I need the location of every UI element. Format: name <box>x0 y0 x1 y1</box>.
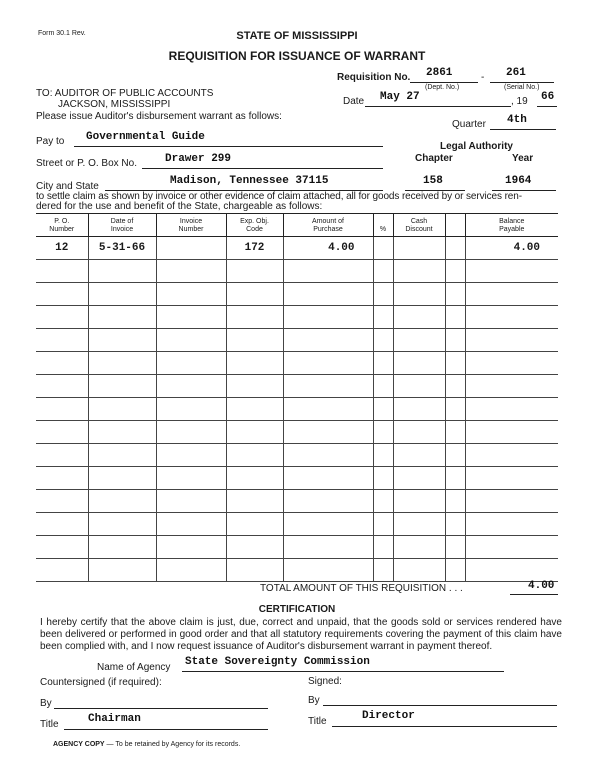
table-cell <box>445 329 465 352</box>
table-row <box>36 306 558 329</box>
column-header: Date of Invoice <box>88 214 156 237</box>
table-cell <box>373 398 393 421</box>
table-cell <box>465 375 558 398</box>
table-cell <box>465 398 558 421</box>
table-cell <box>465 490 558 513</box>
table-cell <box>36 559 88 582</box>
table-cell <box>36 260 88 283</box>
table-cell <box>445 260 465 283</box>
table-cell <box>226 467 283 490</box>
table-cell <box>88 490 156 513</box>
table-cell <box>88 329 156 352</box>
table-cell <box>373 329 393 352</box>
footer-note <box>53 741 240 748</box>
table-cell <box>445 490 465 513</box>
table-cell <box>283 352 373 375</box>
table-cell <box>393 444 445 467</box>
table-cell <box>465 260 558 283</box>
dept-no-line <box>410 82 478 83</box>
table-cell <box>88 283 156 306</box>
table-body <box>36 237 558 582</box>
requisition-dept-no: 2861 <box>426 67 453 79</box>
title-label-left: Title <box>40 719 59 730</box>
table-cell <box>88 513 156 536</box>
table-cell <box>226 352 283 375</box>
serial-no-line <box>490 82 554 83</box>
table-cell <box>36 329 88 352</box>
table-cell <box>283 329 373 352</box>
table-cell <box>373 536 393 559</box>
countersigned-label: Countersigned (if required): <box>40 677 162 688</box>
requisition-dash: - <box>481 72 485 83</box>
certification-heading: CERTIFICATION <box>258 604 336 615</box>
year-label: Year <box>512 153 534 164</box>
table-row <box>36 421 558 444</box>
city-value: Madison, Tennessee 37115 <box>170 175 329 187</box>
table-cell <box>393 559 445 582</box>
table-cell <box>156 260 226 283</box>
table-cell <box>283 306 373 329</box>
title-label-right: Title <box>308 716 327 727</box>
date-year-prefix: , 19 <box>511 96 528 107</box>
table-cell <box>445 283 465 306</box>
claim-table <box>36 213 558 582</box>
table-cell <box>393 237 445 260</box>
table-cell <box>445 421 465 444</box>
table-cell <box>465 306 558 329</box>
table-cell <box>36 306 88 329</box>
agency-label: Name of Agency <box>97 662 171 673</box>
legal-authority-heading: Legal Authority <box>440 141 513 152</box>
table-cell <box>36 398 88 421</box>
table-cell: 4.00 <box>283 237 373 260</box>
column-header: Balance Payable <box>465 214 558 237</box>
table-cell <box>156 375 226 398</box>
table-cell <box>465 352 558 375</box>
claim-text-2: dered for the use and benefit of the State, chargeable as follows: <box>36 201 323 212</box>
table-cell <box>373 375 393 398</box>
table-cell <box>156 467 226 490</box>
pay-to-value: Governmental Guide <box>86 131 205 143</box>
page-title: REQUISITION FOR ISSUANCE OF WARRANT <box>168 49 426 63</box>
table-cell <box>226 306 283 329</box>
table-cell <box>373 559 393 582</box>
table-cell <box>88 536 156 559</box>
table-cell <box>393 260 445 283</box>
table-cell <box>156 237 226 260</box>
table-cell <box>226 375 283 398</box>
table-cell <box>226 490 283 513</box>
table-cell <box>283 444 373 467</box>
table-row <box>36 237 558 260</box>
addressee-line2: JACKSON, MISSISSIPPI <box>58 99 171 110</box>
table-cell <box>226 283 283 306</box>
column-header: Exp. Obj. Code <box>226 214 283 237</box>
by-line-left <box>54 708 268 709</box>
table-cell <box>36 444 88 467</box>
serial-no-caption: (Serial No.) <box>504 84 540 91</box>
table-cell <box>156 283 226 306</box>
table-cell <box>226 559 283 582</box>
date-line <box>365 106 511 107</box>
table-cell <box>156 513 226 536</box>
table-cell <box>373 467 393 490</box>
by-line-right <box>323 705 557 706</box>
table-cell <box>393 490 445 513</box>
table-cell <box>465 513 558 536</box>
addressee-line1: TO: AUDITOR OF PUBLIC ACCOUNTS <box>36 88 214 99</box>
requisition-serial-no: 261 <box>506 67 526 79</box>
date-label: Date <box>343 96 365 107</box>
table-cell <box>445 513 465 536</box>
table-cell <box>88 398 156 421</box>
table-cell <box>88 444 156 467</box>
table-cell <box>88 559 156 582</box>
table-cell <box>226 513 283 536</box>
table-cell <box>393 536 445 559</box>
table-cell <box>156 536 226 559</box>
title-line-right <box>332 726 557 727</box>
table-cell <box>283 490 373 513</box>
table-cell <box>156 398 226 421</box>
by-label-left: By <box>40 698 52 709</box>
table-cell <box>373 260 393 283</box>
table-cell <box>393 352 445 375</box>
street-value: Drawer 299 <box>165 153 232 165</box>
table-cell <box>226 329 283 352</box>
table-cell <box>156 421 226 444</box>
claim-text-1: to settle claim as shown by invoice or other evidence of claim attached, all for goods received by or services ren- <box>36 191 522 202</box>
column-header <box>445 214 465 237</box>
table-cell <box>465 444 558 467</box>
table-row <box>36 283 558 306</box>
table-cell <box>283 467 373 490</box>
requisition-label: Requisition No. <box>337 72 411 83</box>
table-cell <box>36 283 88 306</box>
table-cell <box>36 490 88 513</box>
table-row <box>36 260 558 283</box>
table-cell <box>156 490 226 513</box>
table-cell <box>226 536 283 559</box>
dept-no-caption: (Dept. No.) <box>425 84 460 91</box>
date-year: 66 <box>541 91 555 103</box>
table-cell <box>88 467 156 490</box>
table-cell <box>373 444 393 467</box>
table-cell <box>445 306 465 329</box>
table-cell <box>465 467 558 490</box>
table-cell <box>393 283 445 306</box>
table-cell <box>393 513 445 536</box>
table-cell <box>445 536 465 559</box>
state-heading: STATE OF MISSISSIPPI <box>236 30 358 42</box>
table-row <box>36 513 558 536</box>
total-value: 4.00 <box>528 580 555 592</box>
chapter-value: 158 <box>423 175 443 187</box>
column-header: P. O. Number <box>36 214 88 237</box>
table-cell <box>226 260 283 283</box>
table-cell <box>465 329 558 352</box>
column-header: Cash Discount <box>393 214 445 237</box>
table-cell: 12 <box>36 237 88 260</box>
table-cell <box>226 398 283 421</box>
table-cell <box>226 444 283 467</box>
table-cell <box>373 352 393 375</box>
table-cell <box>283 260 373 283</box>
table-cell <box>465 421 558 444</box>
quarter-line <box>490 129 556 130</box>
table-cell <box>88 375 156 398</box>
table-row <box>36 444 558 467</box>
table-cell <box>445 559 465 582</box>
table-cell <box>445 467 465 490</box>
table-cell <box>373 237 393 260</box>
table-cell <box>373 513 393 536</box>
street-label: Street or P. O. Box No. <box>36 158 137 169</box>
agency-value: State Sovereignty Commission <box>185 656 370 668</box>
date-value: May 27 <box>380 91 420 103</box>
table-cell <box>445 375 465 398</box>
table-row <box>36 536 558 559</box>
left-title-value: Chairman <box>88 713 141 725</box>
table-cell <box>283 375 373 398</box>
pay-to-line <box>74 146 383 147</box>
table-cell: 172 <box>226 237 283 260</box>
table-cell <box>445 444 465 467</box>
right-title-value: Director <box>362 710 415 722</box>
table-cell <box>156 306 226 329</box>
table-cell <box>283 398 373 421</box>
table-cell <box>373 421 393 444</box>
table-cell <box>36 352 88 375</box>
table-cell <box>283 283 373 306</box>
table-cell <box>465 283 558 306</box>
table-cell <box>36 536 88 559</box>
table-cell <box>393 375 445 398</box>
total-line <box>510 594 558 595</box>
total-label: TOTAL AMOUNT OF THIS REQUISITION . . . <box>260 583 463 594</box>
table-cell <box>156 329 226 352</box>
instruction-text: Please issue Auditor's disbursement warrant as follows: <box>36 111 282 122</box>
table-cell <box>283 559 373 582</box>
table-cell <box>36 375 88 398</box>
table-cell <box>445 352 465 375</box>
table-cell: 4.00 <box>465 237 558 260</box>
footer-rest: — To be retained by Agency for its records. <box>104 741 241 748</box>
agency-line <box>182 671 504 672</box>
table-row <box>36 467 558 490</box>
city-label: City and State <box>36 181 99 192</box>
quarter-value: 4th <box>507 114 527 126</box>
table-cell <box>36 513 88 536</box>
table-row <box>36 398 558 421</box>
quarter-label: Quarter <box>452 119 486 130</box>
column-header: Invoice Number <box>156 214 226 237</box>
chapter-label: Chapter <box>415 153 453 164</box>
table-header-row <box>36 214 558 237</box>
table-cell <box>88 306 156 329</box>
table-row <box>36 329 558 352</box>
table-row <box>36 490 558 513</box>
footer-bold: AGENCY COPY <box>53 741 105 748</box>
date-year-line <box>537 106 557 107</box>
table-cell <box>373 306 393 329</box>
table-cell <box>156 352 226 375</box>
table-cell <box>88 352 156 375</box>
table-cell <box>36 467 88 490</box>
table-cell <box>373 490 393 513</box>
column-header: % <box>373 214 393 237</box>
table-cell <box>445 398 465 421</box>
table-cell <box>283 421 373 444</box>
table-cell: 5-31-66 <box>88 237 156 260</box>
table-cell <box>393 421 445 444</box>
column-header: Amount of Purchase <box>283 214 373 237</box>
table-cell <box>373 283 393 306</box>
table-cell <box>156 559 226 582</box>
certification-text: I hereby certify that the above claim is just, due, correct and unpaid, that the goods sold or services rendered have been delivered or performed in good order and that all statutory requirements covering the payment of this claim have been complied with, and I now request issuance of Auditor's disbursement warrant in payment thereof. <box>40 617 562 652</box>
table-row <box>36 559 558 582</box>
table-cell <box>465 559 558 582</box>
form-code: Form 30.1 Rev. <box>38 30 86 37</box>
table-cell <box>283 513 373 536</box>
table-cell <box>393 467 445 490</box>
table-cell <box>226 421 283 444</box>
signed-label: Signed: <box>308 676 342 687</box>
pay-to-label: Pay to <box>36 136 65 147</box>
table-cell <box>393 306 445 329</box>
street-line <box>142 168 383 169</box>
table-cell <box>36 421 88 444</box>
table-cell <box>156 444 226 467</box>
table-cell <box>393 329 445 352</box>
table-cell <box>465 536 558 559</box>
table-cell <box>445 237 465 260</box>
table-row <box>36 375 558 398</box>
table-cell <box>88 260 156 283</box>
table-row <box>36 352 558 375</box>
table-cell <box>88 421 156 444</box>
title-line-left <box>64 729 268 730</box>
by-label-right: By <box>308 695 320 706</box>
table-cell <box>393 398 445 421</box>
legal-year-value: 1964 <box>505 175 532 187</box>
table-cell <box>283 536 373 559</box>
